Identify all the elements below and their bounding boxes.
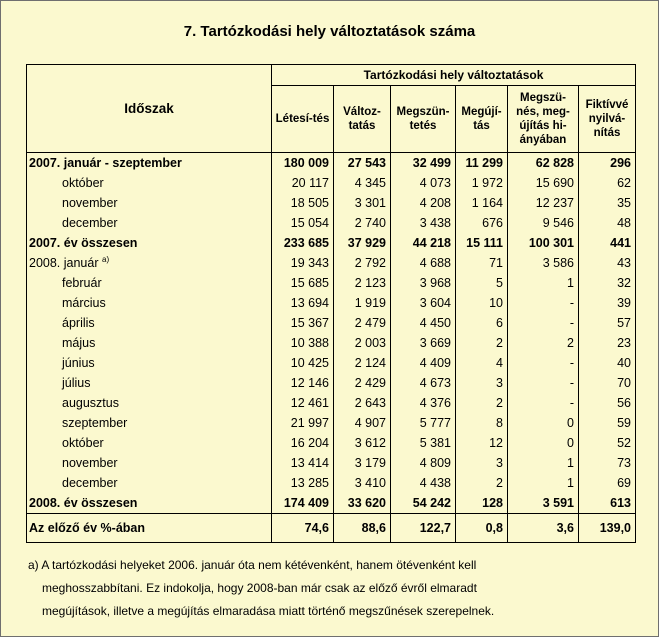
table-row: [27, 453, 636, 473]
cell-value: -: [508, 293, 579, 313]
cell-value: 10 388: [272, 333, 334, 353]
cell-value: 3 586: [508, 253, 579, 273]
cell-value: 2 643: [334, 393, 391, 413]
cell-value: 4 673: [391, 373, 456, 393]
cell-value: 69: [579, 473, 636, 493]
cell-value: 6: [456, 313, 508, 333]
row-label: [27, 153, 272, 174]
cell-value: 441: [579, 233, 636, 253]
cell-value: 74,6: [272, 514, 334, 543]
cell-value: 3 438: [391, 213, 456, 233]
cell-value: 5 777: [391, 413, 456, 433]
cell-value: 3 410: [334, 473, 391, 493]
cell-value: 1 164: [456, 193, 508, 213]
cell-value: 3: [456, 453, 508, 473]
footnote-line-1: a) A tartózkodási helyeket 2006. január óta nem kétévenként, hanem ötévenként kell: [28, 558, 477, 572]
row-label-text: október: [62, 176, 104, 190]
row-label-text: április: [62, 316, 95, 330]
row-label: [27, 253, 272, 273]
table-row: [27, 413, 636, 433]
cell-value: 19 343: [272, 253, 334, 273]
row-label-text: március: [62, 296, 106, 310]
cell-value: -: [508, 373, 579, 393]
cell-value: 44 218: [391, 233, 456, 253]
cell-value: 4 907: [334, 413, 391, 433]
cell-value: 1: [508, 273, 579, 293]
row-label: [27, 313, 272, 333]
cell-value: 56: [579, 393, 636, 413]
table-row: [27, 473, 636, 493]
row-label-text: 2007. január - szeptember: [29, 156, 182, 170]
data-table: [26, 64, 636, 543]
cell-value: 39: [579, 293, 636, 313]
cell-value: 2 792: [334, 253, 391, 273]
cell-value: 15 690: [508, 173, 579, 193]
cell-value: 12 461: [272, 393, 334, 413]
table-row: [27, 153, 636, 174]
cell-value: 1: [508, 453, 579, 473]
cell-value: 2: [456, 393, 508, 413]
cell-value: 71: [456, 253, 508, 273]
row-label-text: november: [62, 196, 118, 210]
cell-value: 122,7: [391, 514, 456, 543]
cell-value: 0,8: [456, 514, 508, 543]
row-label: [27, 373, 272, 393]
row-label: [27, 473, 272, 493]
cell-value: 3 179: [334, 453, 391, 473]
cell-value: 5 381: [391, 433, 456, 453]
cell-value: 676: [456, 213, 508, 233]
cell-value: 13 694: [272, 293, 334, 313]
cell-value: 3 604: [391, 293, 456, 313]
cell-value: 2 429: [334, 373, 391, 393]
cell-value: 37 929: [334, 233, 391, 253]
cell-value: 70: [579, 373, 636, 393]
cell-value: 62 828: [508, 153, 579, 174]
cell-value: 4 345: [334, 173, 391, 193]
column-header-4: Megújí- tás: [456, 86, 508, 153]
footnote-line-3: megújítások, illetve a megújítás elmaradása miatt történő megszűnések szerepelnek.: [42, 604, 495, 618]
cell-value: 180 009: [272, 153, 334, 174]
cell-value: 11 299: [456, 153, 508, 174]
row-label: [27, 293, 272, 313]
cell-value: 4 208: [391, 193, 456, 213]
row-label-text: augusztus: [62, 396, 119, 410]
footnote-line-2: meghosszabbítani. Ez indokolja, hogy 2008-ban már csak az előző évről elmaradt: [42, 581, 477, 595]
row-label: [27, 453, 272, 473]
cell-value: 12 237: [508, 193, 579, 213]
row-label-text: 2008. január: [29, 256, 99, 270]
row-label-text: október: [62, 436, 104, 450]
cell-value: 12: [456, 433, 508, 453]
table-row: [27, 173, 636, 193]
cell-value: 3,6: [508, 514, 579, 543]
period-header: Időszak: [27, 65, 272, 153]
cell-value: -: [508, 313, 579, 333]
cell-value: 15 111: [456, 233, 508, 253]
cell-value: 296: [579, 153, 636, 174]
cell-value: 13 285: [272, 473, 334, 493]
cell-value: 613: [579, 493, 636, 514]
cell-value: 2 124: [334, 353, 391, 373]
table-row: [27, 333, 636, 353]
cell-value: 10 425: [272, 353, 334, 373]
cell-value: 59: [579, 413, 636, 433]
cell-value: 4 809: [391, 453, 456, 473]
cell-value: 2 740: [334, 213, 391, 233]
group-header: Tartózkodási hely változtatások: [272, 65, 636, 86]
cell-value: 12 146: [272, 373, 334, 393]
cell-value: 8: [456, 413, 508, 433]
cell-value: 2 123: [334, 273, 391, 293]
column-header-5: Megszü- nés, meg- újítás hi- ányában: [508, 86, 579, 153]
cell-value: 4 438: [391, 473, 456, 493]
row-label-text: szeptember: [62, 416, 128, 430]
cell-value: 16 204: [272, 433, 334, 453]
table-row: [27, 393, 636, 413]
cell-value: 23: [579, 333, 636, 353]
cell-value: 52: [579, 433, 636, 453]
cell-value: 27 543: [334, 153, 391, 174]
cell-value: 9 546: [508, 213, 579, 233]
cell-value: 3 591: [508, 493, 579, 514]
row-label: [27, 173, 272, 193]
cell-value: 18 505: [272, 193, 334, 213]
cell-value: 3: [456, 373, 508, 393]
row-label-text: június: [62, 356, 95, 370]
cell-value: 128: [456, 493, 508, 514]
cell-value: 2: [456, 473, 508, 493]
column-header-1: Létesí-tés: [272, 86, 334, 153]
cell-value: 20 117: [272, 173, 334, 193]
cell-value: 1 972: [456, 173, 508, 193]
table-row: [27, 514, 636, 543]
table-row: [27, 213, 636, 233]
cell-value: 174 409: [272, 493, 334, 514]
cell-value: 5: [456, 273, 508, 293]
cell-value: 233 685: [272, 233, 334, 253]
row-label-text: 2008. év összesen: [29, 496, 138, 510]
cell-value: 35: [579, 193, 636, 213]
row-label: [27, 233, 272, 253]
cell-value: 10: [456, 293, 508, 313]
cell-value: 100 301: [508, 233, 579, 253]
row-label-text: május: [62, 336, 96, 350]
cell-value: -: [508, 393, 579, 413]
row-label: [27, 393, 272, 413]
cell-value: 4 376: [391, 393, 456, 413]
cell-value: 3 669: [391, 333, 456, 353]
row-label: [27, 333, 272, 353]
column-header-2: Változ- tatás: [334, 86, 391, 153]
column-header-3: Megszün- tetés: [391, 86, 456, 153]
cell-value: 32: [579, 273, 636, 293]
cell-value: 62: [579, 173, 636, 193]
row-label: [27, 413, 272, 433]
cell-value: 33 620: [334, 493, 391, 514]
row-label-text: november: [62, 456, 118, 470]
row-label-text: Az előző év %-ában: [29, 521, 145, 535]
cell-value: 0: [508, 433, 579, 453]
cell-value: 4 409: [391, 353, 456, 373]
column-header-6: Fiktívvé nyilvá- nítás: [579, 86, 636, 153]
row-label-text: július: [62, 376, 91, 390]
cell-value: 139,0: [579, 514, 636, 543]
cell-value: 1 919: [334, 293, 391, 313]
cell-value: 4 688: [391, 253, 456, 273]
cell-value: 15 685: [272, 273, 334, 293]
row-label: [27, 433, 272, 453]
row-label: [27, 514, 272, 543]
cell-value: 2 003: [334, 333, 391, 353]
cell-value: 4 450: [391, 313, 456, 333]
cell-value: 15 054: [272, 213, 334, 233]
row-label: [27, 493, 272, 514]
footnote: [28, 554, 628, 623]
row-label: [27, 353, 272, 373]
table-row: [27, 313, 636, 333]
cell-value: 2 479: [334, 313, 391, 333]
row-label-text: 2007. év összesen: [29, 236, 138, 250]
table-row: [27, 273, 636, 293]
table-row: [27, 373, 636, 393]
cell-value: 88,6: [334, 514, 391, 543]
cell-value: 1: [508, 473, 579, 493]
cell-value: 4: [456, 353, 508, 373]
table-row: [27, 293, 636, 313]
cell-value: 73: [579, 453, 636, 473]
cell-value: 43: [579, 253, 636, 273]
cell-value: 40: [579, 353, 636, 373]
cell-value: -: [508, 353, 579, 373]
cell-value: 48: [579, 213, 636, 233]
row-label: [27, 213, 272, 233]
cell-value: 57: [579, 313, 636, 333]
footnote-marker: a): [102, 254, 110, 264]
table-row: [27, 233, 636, 253]
cell-value: 3 968: [391, 273, 456, 293]
cell-value: 4 073: [391, 173, 456, 193]
cell-value: 54 242: [391, 493, 456, 514]
table-row: [27, 253, 636, 273]
row-label: [27, 273, 272, 293]
cell-value: 2: [456, 333, 508, 353]
cell-value: 2: [508, 333, 579, 353]
row-label: [27, 193, 272, 213]
table-row: [27, 353, 636, 373]
cell-value: 3 612: [334, 433, 391, 453]
table-row: [27, 193, 636, 213]
cell-value: 15 367: [272, 313, 334, 333]
row-label-text: december: [62, 216, 118, 230]
cell-value: 32 499: [391, 153, 456, 174]
cell-value: 21 997: [272, 413, 334, 433]
cell-value: 0: [508, 413, 579, 433]
table-row: [27, 433, 636, 453]
row-label-text: december: [62, 476, 118, 490]
row-label-text: február: [62, 276, 102, 290]
table-row: [27, 493, 636, 514]
page-title: 7. Tartózkodási hely változtatások száma: [183, 23, 476, 40]
cell-value: 3 301: [334, 193, 391, 213]
cell-value: 13 414: [272, 453, 334, 473]
